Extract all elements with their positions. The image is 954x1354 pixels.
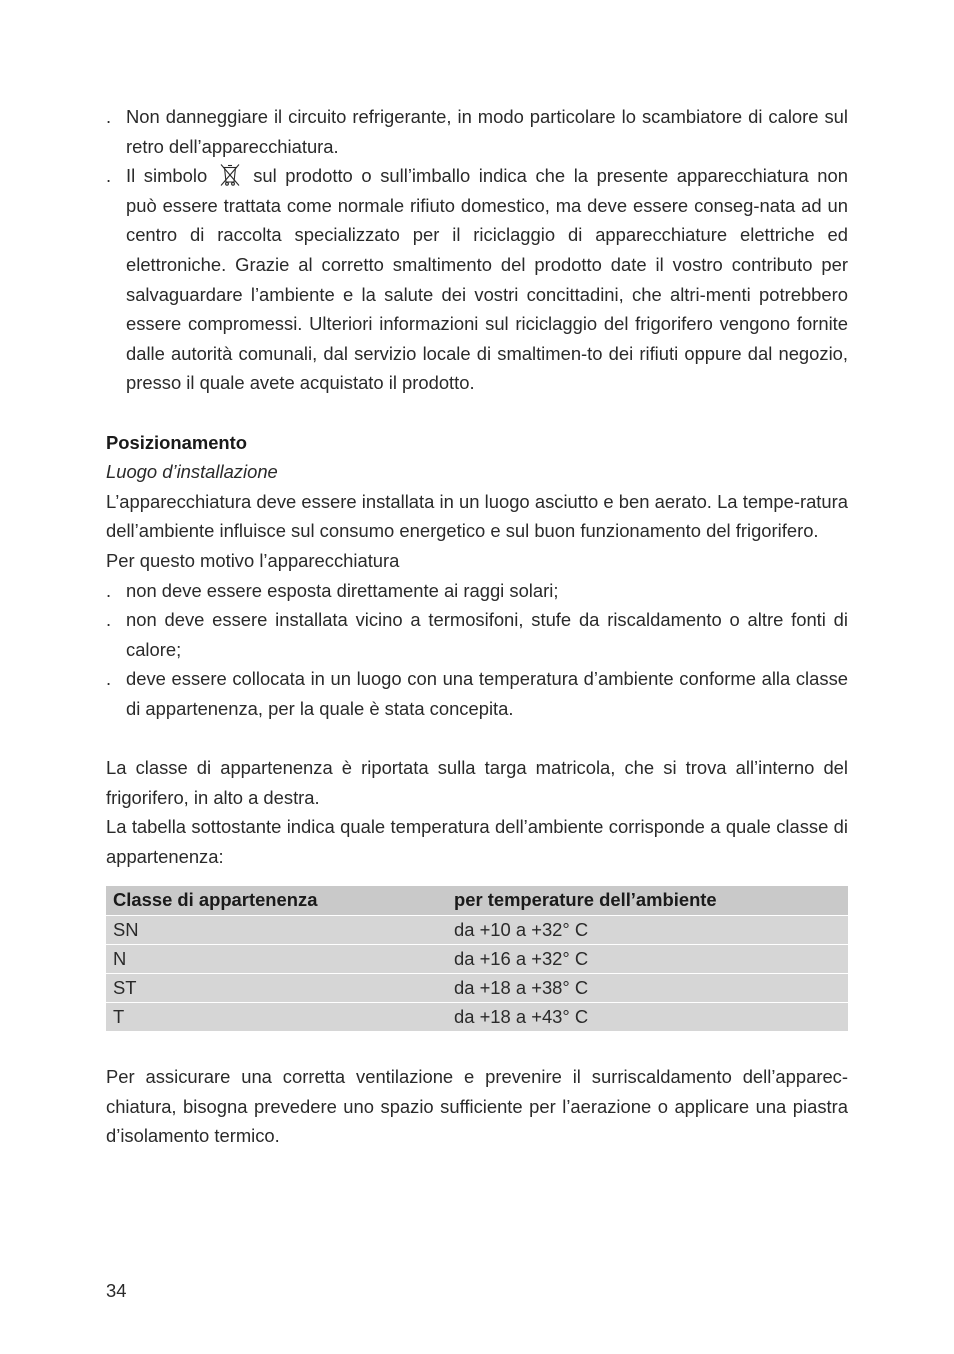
cell-temperature: da +10 a +32° C [447, 915, 848, 944]
table-intro-paragraph: La tabella sottostante indica quale temperatura dell’ambiente corrisponde a quale classe di appartenenza: [106, 816, 848, 867]
list-item [106, 576, 848, 606]
bullet-marker: . [106, 165, 112, 187]
bullet-text: non deve essere installata vicino a termosifoni, stufe da riscaldamento o altre fonti di calore; [126, 609, 848, 660]
weee-text-before: Il simbolo [126, 165, 208, 187]
bullet-marker: . [106, 106, 112, 127]
bullet-text: non deve essere esposta direttamente ai raggi solari; [126, 579, 559, 601]
cell-class: SN [106, 915, 447, 944]
header-temperature: per temperature dell’ambiente [447, 886, 848, 915]
bullet-marker: . [106, 579, 112, 601]
crossed-out-wheelie-bin-icon [219, 163, 241, 187]
spacer [106, 723, 848, 753]
weee-text-after: sul prodotto o sull’imballo indica che la presente apparecchiatura non può essere trattata come normale rifiuto domestico, ma deve essere conseg-nata ad un centro di raccolta specializzato per il riciclaggio di apparecchiature elettriche ed elettroniche. Grazie al corretto smaltimento del prodotto date il vostro contributo per salvaguardare l’ambiente e la salute dei vostri concittadini, che altri-menti potrebbero essere compromessi. Ulteriori informazioni sul riciclaggio del frigorifero vengono fornite dalle autorità comunali, dal servizio locale di smaltimen-to dei rifiuti oppure dal negozio, presso il quale avete acquistato il prodotto. [126, 165, 848, 394]
cell-class: ST [106, 974, 447, 1003]
list-item [106, 102, 848, 161]
header-class: Classe di appartenenza [106, 886, 447, 915]
climate-class-table [106, 886, 848, 1032]
cell-temperature: da +18 a +38° C [447, 974, 848, 1003]
safety-bullets [106, 102, 848, 398]
class-location-paragraph: La classe di appartenenza è riportata sulla targa matricola, che si trova all’interno del frigorifero, in alto a destra. [106, 757, 848, 808]
list-item [106, 161, 848, 398]
bullet-marker: . [106, 668, 112, 690]
page-number: 34 [106, 1280, 127, 1301]
table-row [106, 944, 848, 973]
list-item [106, 605, 848, 664]
bullet-marker: . [106, 609, 112, 631]
cell-class: N [106, 944, 447, 973]
cell-class: T [106, 1003, 447, 1032]
table-header-row [106, 886, 848, 915]
ventilation-paragraph: Per assicurare una corretta ventilazione e prevenire il surriscaldamento dell’apparec-chiatura, bisogna prevedere uno spazio sufficiente per l’aerazione o applicare una piastra d’isolamento termico. [106, 1066, 848, 1147]
bullet-text: deve essere collocata in un luogo con una temperatura d’ambiente conforme alla classe di appartenenza, per la quale è stata concepita. [126, 668, 848, 719]
page-content [106, 102, 848, 1151]
bullet-text: Non danneggiare il circuito refrigerante, in modo particolare lo scambiatore di calore sul retro dell’apparecchiatura. [126, 106, 848, 157]
table-row [106, 1003, 848, 1032]
section-heading: Posizionamento [106, 431, 248, 453]
intro-paragraph: L’apparecchiatura deve essere installata in un luogo asciutto e ben aerato. La tempe-ratura dell’ambiente influisce sul consumo energetico e sul buon funzionamento del frigorifero. [106, 490, 848, 542]
table-row [106, 915, 848, 944]
lead-paragraph: Per questo motivo l’apparecchiatura [106, 549, 400, 571]
section-subheading: Luogo d’installazione [106, 461, 278, 483]
spacer [106, 1032, 848, 1062]
list-item [106, 664, 848, 723]
table-row [106, 974, 848, 1003]
cell-temperature: da +16 a +32° C [447, 944, 848, 973]
cell-temperature: da +18 a +43° C [447, 1003, 848, 1032]
placement-bullets [106, 576, 848, 724]
